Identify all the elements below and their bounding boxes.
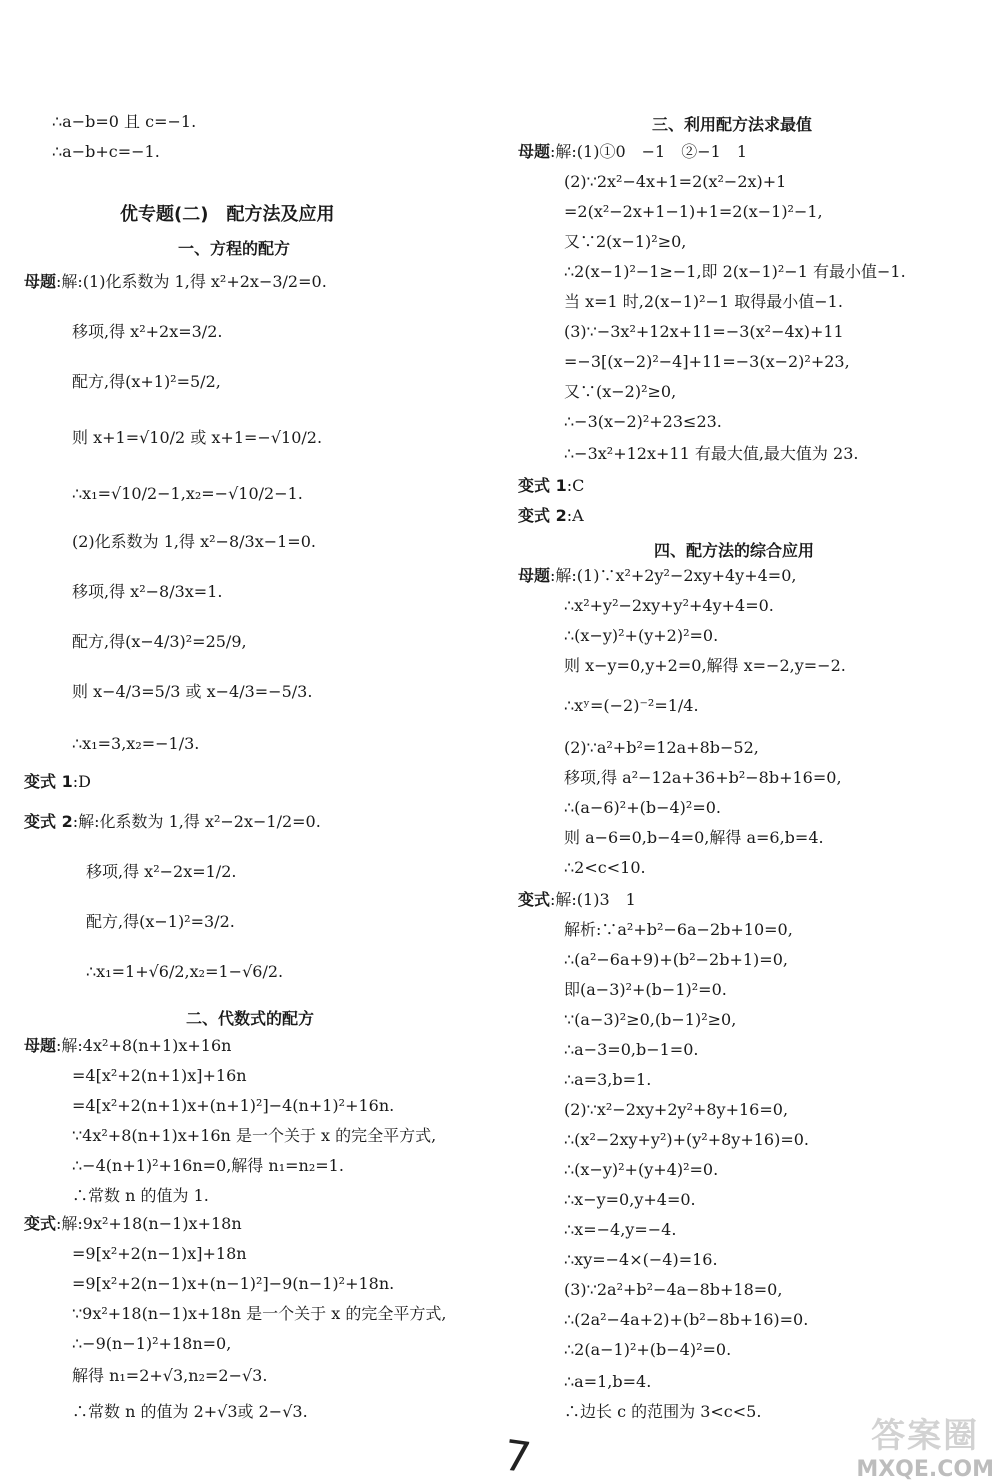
- problem-label: 母题: [518, 142, 551, 161]
- solution-line: ∴−3x²+12x+11 有最大值,最大值为 23.: [564, 444, 859, 463]
- solution-line: 则 x−4/3=5/3 或 x−4/3=−5/3.: [72, 682, 313, 701]
- solution-line: 则 a−6=0,b−4=0,解得 a=6,b=4.: [564, 828, 824, 847]
- solution-line: =9[x²+2(n−1)x+(n−1)²]−9(n−1)²+18n.: [72, 1274, 395, 1293]
- solution-line: ∴x=−4,y=−4.: [564, 1220, 677, 1239]
- solution-text: :A: [566, 506, 584, 525]
- solution-line: 当 x=1 时,2(x−1)²−1 取得最小值−1.: [564, 292, 843, 311]
- solution-text: :解:9x²+18(n−1)x+18n: [56, 1214, 242, 1233]
- solution-line: 配方,得(x−1)²=3/2.: [86, 912, 235, 931]
- solution-line: ∴x−y=0,y+4=0.: [564, 1190, 696, 1209]
- solution-line: 移项,得 x²+2x=3/2.: [72, 322, 223, 341]
- solution-line: 配方,得(x−4/3)²=25/9,: [72, 632, 247, 651]
- solution-line: ∴(a−6)²+(b−4)²=0.: [564, 798, 722, 817]
- solution-line: 解析:∵a²+b²−6a−2b+10=0,: [564, 920, 793, 939]
- section-heading: 三、利用配方法求最值: [652, 115, 813, 134]
- section-heading: 二、代数式的配方: [186, 1009, 315, 1028]
- solution-line: =4[x²+2(n+1)x]+16n: [72, 1066, 247, 1085]
- problem-label: 变式 1: [518, 476, 567, 495]
- solution-line: ∴−9(n−1)²+18n=0,: [72, 1334, 232, 1353]
- solution-text: :D: [72, 772, 91, 791]
- solution-line: ∵9x²+18(n−1)x+18n 是一个关于 x 的完全平方式,: [72, 1304, 447, 1323]
- solution-line: (3)∵−3x²+12x+11=−3(x²−4x)+11: [564, 322, 844, 341]
- solution-line: [24, 272, 327, 292]
- watermark: [856, 1408, 994, 1482]
- solution-line: ∴(2a²−4a+2)+(b²−8b+16)=0.: [564, 1310, 809, 1329]
- solution-line: ∴a=3,b=1.: [564, 1070, 652, 1089]
- solution-line: 则 x−y=0,y+2=0,解得 x=−2,y=−2.: [564, 656, 846, 675]
- solution-line: ∴x²+y²−2xy+y²+4y+4=0.: [564, 596, 774, 615]
- handwritten-page-number: 7: [500, 1430, 535, 1483]
- solution-line: [24, 812, 321, 832]
- solution-line: [518, 142, 747, 162]
- solution-line: (3)∵2a²+b²−4a−8b+18=0,: [564, 1280, 783, 1299]
- solution-line: =2(x²−2x+1−1)+1=2(x−1)²−1,: [564, 202, 823, 221]
- solution-line: (2)∵2x²−4x+1=2(x²−2x)+1: [564, 172, 787, 191]
- solution-line: ∵4x²+8(n+1)x+16n 是一个关于 x 的完全平方式,: [72, 1126, 437, 1145]
- section-heading: 一、方程的配方: [178, 239, 291, 258]
- solution-line: ∴−4(n+1)²+16n=0,解得 n₁=n₂=1.: [72, 1156, 344, 1175]
- solution-line: 移项,得 x²−2x=1/2.: [86, 862, 237, 881]
- solution-line: 移项,得 a²−12a+36+b²−8b+16=0,: [564, 768, 842, 787]
- problem-label: 母题: [518, 566, 551, 585]
- problem-label: 母题: [24, 1036, 57, 1055]
- solution-line: [518, 476, 584, 496]
- solution-line: ∴2(x−1)²−1≥−1,即 2(x−1)²−1 有最小值−1.: [564, 262, 906, 281]
- problem-label: 变式 2: [24, 812, 73, 831]
- solution-text: :解:化系数为 1,得 x²−2x−1/2=0.: [72, 812, 321, 831]
- solution-line: ∴−3(x−2)²+23≤23.: [564, 412, 722, 431]
- solution-line: ∴a=1,b=4.: [564, 1372, 652, 1391]
- solution-line: [24, 1036, 231, 1056]
- solution-line: ∴常数 n 的值为 2+√3或 2−√3.: [72, 1402, 308, 1421]
- solution-text: :解:(1)①0 −1 ②−1 1: [550, 142, 747, 161]
- solution-text: :解:(1)∵x²+2y²−2xy+4y+4=0,: [550, 566, 797, 585]
- solution-line: 移项,得 x²−8/3x=1.: [72, 582, 223, 601]
- solution-line: (2)∵x²−2xy+2y²+8y+16=0,: [564, 1100, 789, 1119]
- solution-line: 配方,得(x+1)²=5/2,: [72, 372, 221, 391]
- solution-line: ∴x₁=3,x₂=−1/3.: [72, 734, 200, 753]
- problem-label: 变式: [24, 1214, 57, 1233]
- section-heading: 优专题(二) 配方法及应用: [120, 204, 335, 225]
- solution-line: ∵(a−3)²≥0,(b−1)²≥0,: [564, 1010, 737, 1029]
- solution-line: 又∵(x−2)²≥0,: [564, 382, 677, 401]
- solution-text: :解:(1)3 1: [550, 890, 636, 909]
- solution-line: ∴2(a−1)²+(b−4)²=0.: [564, 1340, 732, 1359]
- problem-label: 母题: [24, 272, 57, 291]
- solution-line: ∴2<c<10.: [564, 858, 646, 877]
- solution-line: ∴边长 c 的范围为 3<c<5.: [564, 1402, 762, 1421]
- solution-line: [518, 890, 636, 910]
- solution-text: :解:4x²+8(n+1)x+16n: [56, 1036, 232, 1055]
- solution-line: (2)∵a²+b²=12a+8b−52,: [564, 738, 759, 757]
- problem-label: 变式 1: [24, 772, 73, 791]
- solution-text: :解:(1)化系数为 1,得 x²+2x−3/2=0.: [56, 272, 327, 291]
- solution-line: 又∵2(x−1)²≥0,: [564, 232, 687, 251]
- solution-line: ∴(x−y)²+(y+2)²=0.: [564, 626, 719, 645]
- solution-line: =−3[(x−2)²−4]+11=−3(x−2)²+23,: [564, 352, 850, 371]
- problem-label: 变式 2: [518, 506, 567, 525]
- solution-line: ∴x₁=√10/2−1,x₂=−√10/2−1.: [72, 484, 303, 503]
- solution-line: [24, 772, 91, 792]
- solution-line: [518, 506, 584, 526]
- solution-line: ∴(a²−6a+9)+(b²−2b+1)=0,: [564, 950, 788, 969]
- solution-line: 即(a−3)²+(b−1)²=0.: [564, 980, 727, 999]
- solution-line: =4[x²+2(n+1)x+(n+1)²]−4(n+1)²+16n.: [72, 1096, 395, 1115]
- solution-line: ∴x₁=1+√6/2,x₂=1−√6/2.: [86, 962, 284, 981]
- solution-line: ∴a−b+c=−1.: [52, 142, 160, 161]
- solution-line: ∴xʸ=(−2)⁻²=1/4.: [564, 696, 699, 715]
- watermark-url: MXQE.COM: [856, 1457, 994, 1482]
- solution-line: (2)化系数为 1,得 x²−8/3x−1=0.: [72, 532, 316, 551]
- solution-line: [24, 1214, 242, 1234]
- solution-line: ∴(x²−2xy+y²)+(y²+8y+16)=0.: [564, 1130, 810, 1149]
- solution-line: ∴xy=−4×(−4)=16.: [564, 1250, 718, 1269]
- watermark-text: 答案圈: [871, 1416, 980, 1456]
- solution-line: =9[x²+2(n−1)x]+18n: [72, 1244, 247, 1263]
- solution-text: :C: [566, 476, 585, 495]
- solution-line: ∴a−3=0,b−1=0.: [564, 1040, 699, 1059]
- solution-line: [518, 566, 796, 586]
- solution-line: ∴常数 n 的值为 1.: [72, 1186, 209, 1205]
- solution-line: ∴a−b=0 且 c=−1.: [52, 112, 197, 131]
- section-heading: 四、配方法的综合应用: [654, 541, 815, 560]
- solution-line: 解得 n₁=2+√3,n₂=2−√3.: [72, 1366, 268, 1385]
- solution-line: ∴(x−y)²+(y+4)²=0.: [564, 1160, 719, 1179]
- solution-line: 则 x+1=√10/2 或 x+1=−√10/2.: [72, 428, 323, 447]
- problem-label: 变式: [518, 890, 551, 909]
